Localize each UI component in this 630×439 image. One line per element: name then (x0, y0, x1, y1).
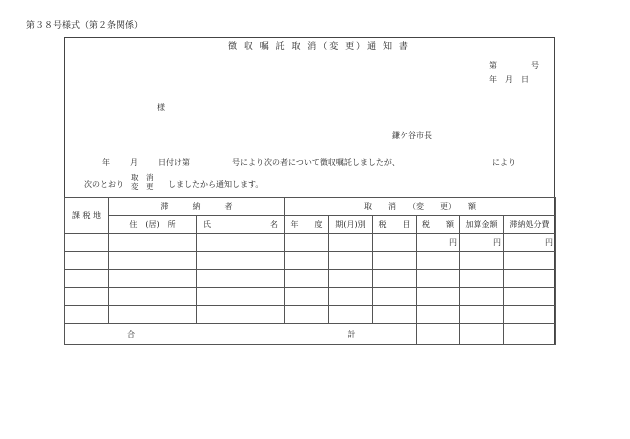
name-header (197, 216, 285, 234)
header-row-2 (65, 216, 556, 234)
total-label-cell (65, 324, 417, 345)
delinquency-fee-unit: 円 (504, 234, 556, 252)
tax-amount-unit: 円 (417, 234, 460, 252)
body-line2-suffix: しましたから通知します。 (168, 180, 264, 189)
form-title: 徴 収 嘱 託 取 消（変 更）通 知 書 (228, 42, 410, 52)
period-header: 期(月)別 (329, 216, 373, 234)
body-month: 月 (130, 158, 138, 167)
body-day-ref: 日付け第 (158, 158, 190, 167)
document-number-suffix: 号 (531, 61, 539, 70)
body-go-text: 号により次の者について徴収嘱託しましたが、 (232, 158, 400, 167)
issue-date: 年 月 日 (489, 75, 529, 84)
name-header-left: 氏 (203, 220, 211, 229)
document-number-prefix: 第 (489, 61, 497, 70)
tax-location-header: 課 税 地 (65, 198, 109, 234)
name-header-right: 名 (270, 220, 278, 229)
addressee-suffix: 様 (157, 103, 165, 112)
body-line2-prefix: 次のとおり (84, 180, 124, 189)
cancel-change-amount-header: 取 消 （変 更） 額 (285, 198, 556, 216)
fiscal-year-header: 年 度 (285, 216, 329, 234)
table-row (65, 270, 556, 288)
table-row (65, 306, 556, 324)
issuer-name: 鎌ケ谷市長 (392, 131, 432, 140)
header-row-1 (65, 198, 556, 216)
body-niyori: により (492, 158, 516, 167)
tax-item-header: 税 目 (373, 216, 417, 234)
address-header: 住 (居) 所 (109, 216, 197, 234)
total-surcharge (460, 324, 504, 345)
choice-change: 変 更 (131, 181, 154, 191)
surcharge-header: 加算金額 (460, 216, 504, 234)
choice-cancel: 取 消 (131, 173, 154, 182)
total-tax-amount (417, 324, 460, 345)
table-row (65, 252, 556, 270)
choice-stack (131, 174, 154, 191)
total-row (65, 324, 556, 345)
body-year: 年 (102, 158, 110, 167)
form-number: 第３８号様式（第２条関係） (26, 21, 144, 31)
total-label-left: 合 (127, 329, 135, 339)
amount-table (64, 197, 556, 345)
surcharge-unit: 円 (460, 234, 504, 252)
total-delinquency-fee (504, 324, 556, 345)
table-row (65, 288, 556, 306)
delinquent-header: 滞 納 者 (109, 198, 285, 216)
total-label-right: 計 (347, 329, 356, 339)
table-row (65, 234, 556, 252)
delinquency-fee-header: 滞納処分費 (504, 216, 556, 234)
tax-amount-header: 税 額 (417, 216, 460, 234)
